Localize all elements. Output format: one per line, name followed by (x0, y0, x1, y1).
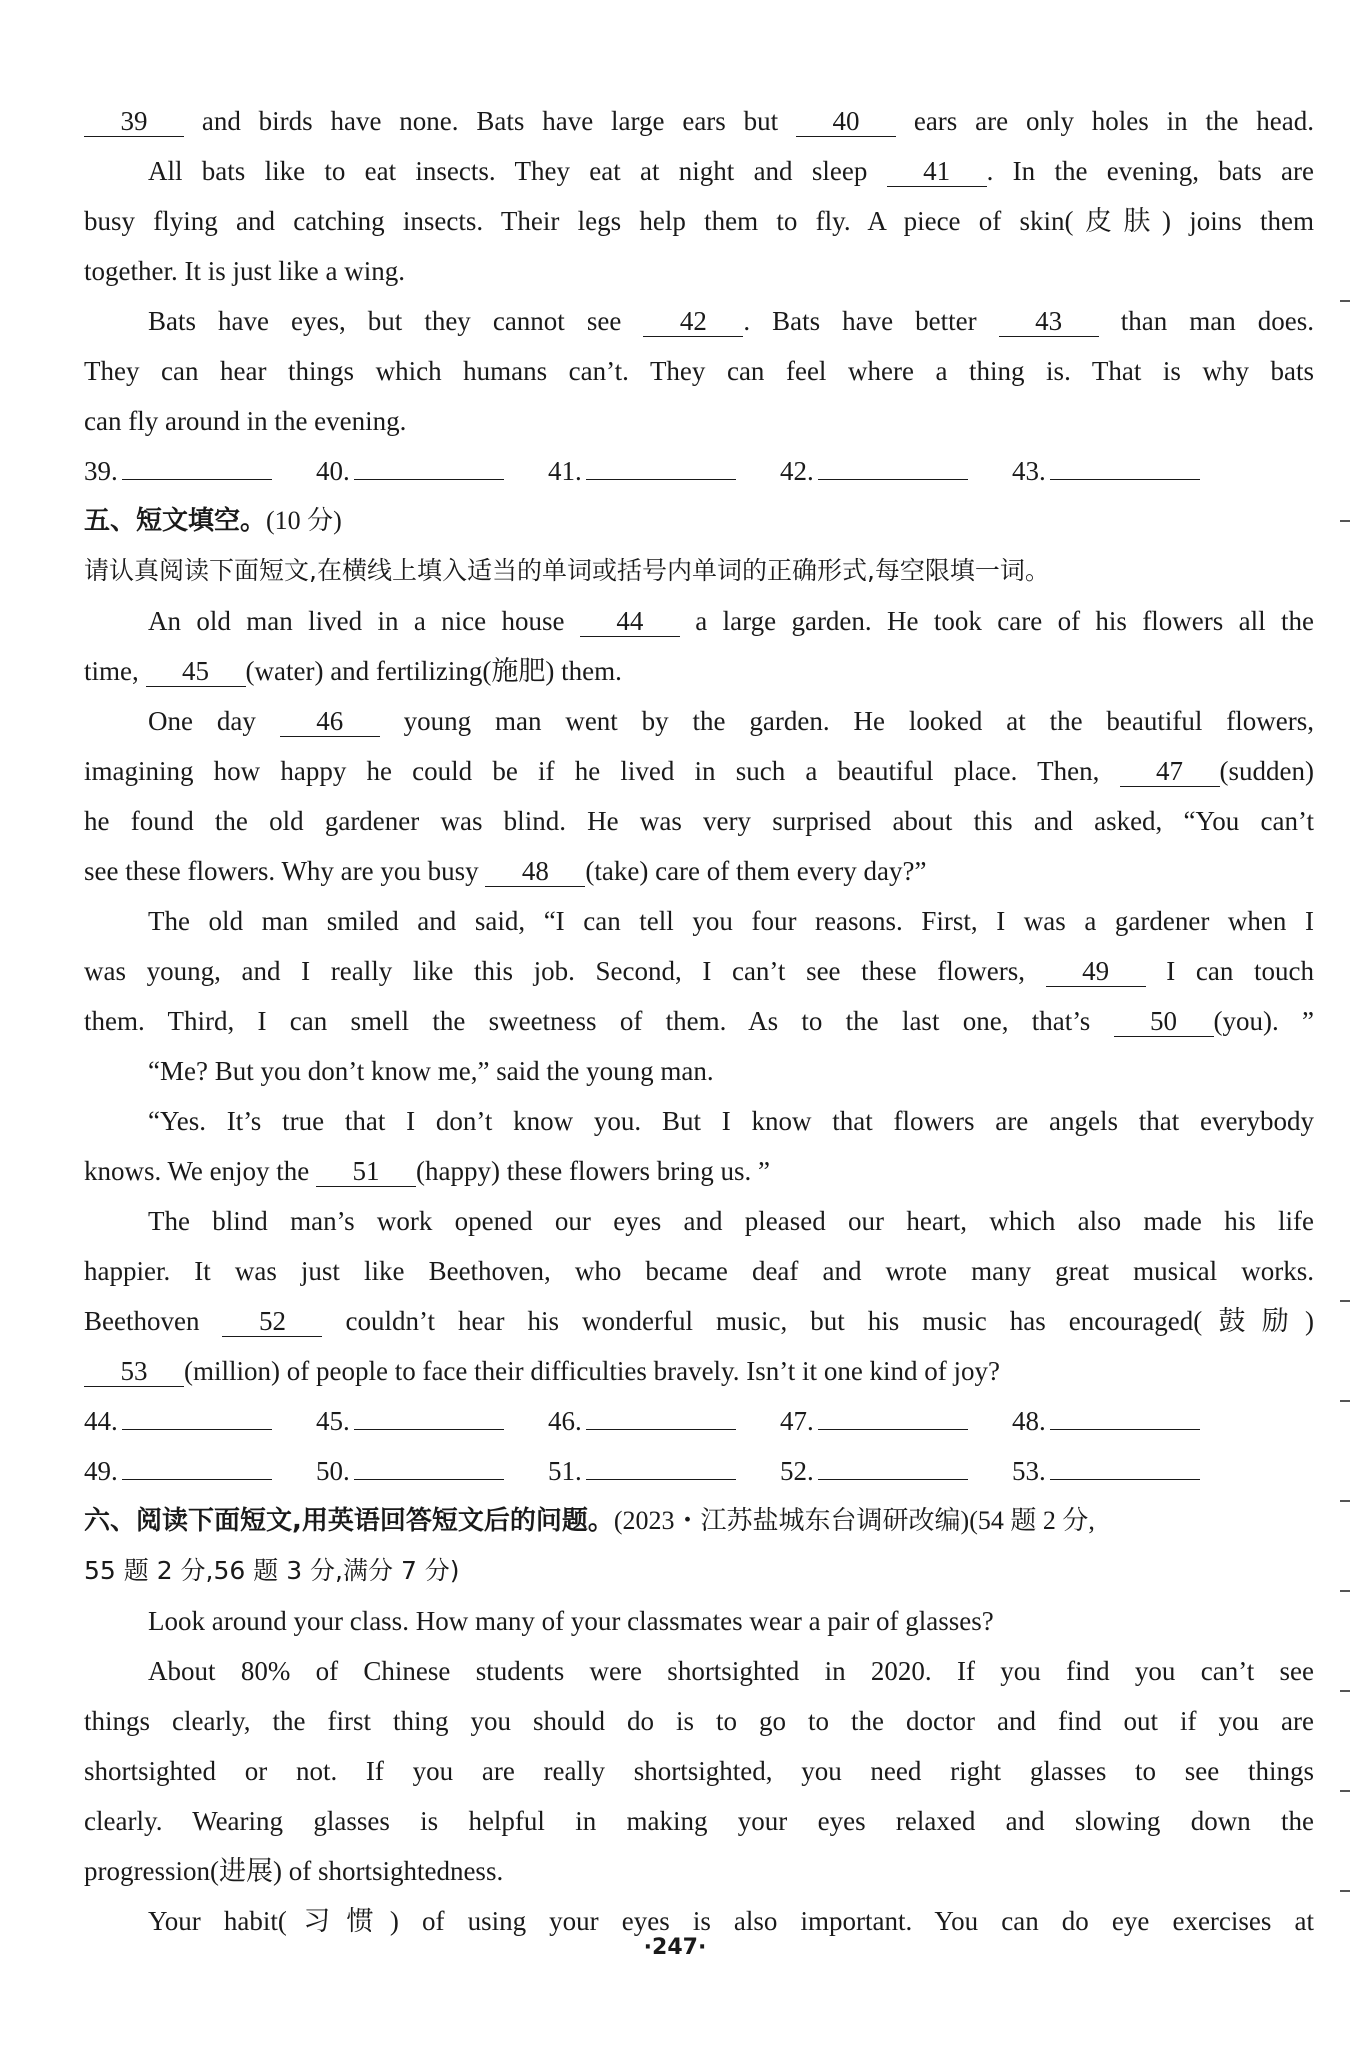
passage-line (84, 596, 1314, 646)
answer-line[interactable] (818, 453, 968, 480)
edge-mark (1340, 1590, 1350, 1592)
answer-slot[interactable] (316, 1446, 548, 1496)
blank-49[interactable]: 49 (1046, 956, 1146, 987)
answer-number: 42. (780, 456, 814, 486)
blank-48[interactable]: 48 (485, 856, 585, 887)
section-6-points: 55 题 2 分,56 题 3 分,满分 7 分) (84, 1556, 460, 1585)
text: than man does. (1098, 306, 1314, 336)
passage-line: The old man smiled and said, “I can tell you four reasons. First, I was a gardener when I (148, 906, 1314, 936)
passage-line: together. It is just like a wing. (84, 256, 405, 286)
edge-mark (1340, 1300, 1350, 1302)
answer-number: 53. (1012, 1456, 1046, 1486)
text: see these flowers. Why are you busy (84, 856, 486, 886)
answer-line[interactable] (122, 453, 272, 480)
text: ears are only holes in the head. (896, 106, 1314, 136)
section-title: 六、阅读下面短文,用英语回答短文后的问题。 (84, 1506, 614, 1536)
answer-slot[interactable] (84, 1396, 316, 1446)
text: was young, and I really like this job. Second, I can’t see these flowers, (84, 956, 1046, 986)
answer-slot[interactable] (548, 446, 780, 496)
section-5-heading (84, 496, 1314, 546)
passage-line: happier. It was just like Beethoven, who became deaf and wrote many great musical works. (84, 1256, 1314, 1286)
text: a large garden. He took care of his flowers all the (679, 606, 1314, 636)
passage-line: “Me? But you don’t know me,” said the young man. (148, 1056, 714, 1086)
text: . Bats have better (743, 306, 999, 336)
section-6-heading (84, 1496, 1314, 1546)
blank-52[interactable]: 52 (222, 1306, 322, 1337)
answer-number: 49. (84, 1456, 118, 1486)
edge-mark (1340, 1790, 1350, 1792)
passage-line (84, 646, 1314, 696)
passage-line (84, 96, 1314, 146)
page-content (84, 96, 1314, 1946)
text: time, (84, 656, 146, 686)
passage-line: he found the old gardener was blind. He was very surprised about this and asked, “You can’t (84, 806, 1314, 836)
answer-number: 46. (548, 1406, 582, 1436)
passage-line (84, 1346, 1314, 1396)
text: knows. We enjoy the (84, 1156, 317, 1186)
text: . In the evening, bats are (986, 156, 1314, 186)
passage-line (84, 946, 1314, 996)
text: (water) and fertilizing(施肥) them. (245, 656, 622, 686)
answer-slot[interactable] (780, 1446, 1012, 1496)
answer-line[interactable] (818, 1403, 968, 1430)
section-source: (2023・江苏盐城东台调研改编)(54 题 2 分, (613, 1506, 1095, 1535)
answer-line[interactable] (818, 1453, 968, 1480)
answer-slot[interactable] (84, 446, 316, 496)
passage-line (84, 1146, 1314, 1196)
edge-mark (1340, 1400, 1350, 1402)
blank-41[interactable]: 41 (887, 156, 987, 187)
passage-line: things clearly, the first thing you should do is to go to the doctor and find out if you are (84, 1706, 1314, 1736)
answer-slot[interactable] (316, 1396, 548, 1446)
blank-53[interactable]: 53 (84, 1356, 184, 1387)
answer-line[interactable] (586, 453, 736, 480)
blank-42[interactable]: 42 (643, 306, 743, 337)
answer-number: 52. (780, 1456, 814, 1486)
answer-line[interactable] (1050, 1453, 1200, 1480)
answer-number: 48. (1012, 1406, 1046, 1436)
answer-slot[interactable] (1012, 446, 1244, 496)
answer-line[interactable] (122, 1403, 272, 1430)
answer-line[interactable] (586, 1403, 736, 1430)
blank-44[interactable]: 44 (580, 606, 680, 637)
answer-line[interactable] (354, 1403, 504, 1430)
blank-43[interactable]: 43 (999, 306, 1099, 337)
answer-slot[interactable] (1012, 1446, 1244, 1496)
answer-line[interactable] (586, 1453, 736, 1480)
page-number: ·247· (643, 1935, 707, 1960)
passage-line: The blind man’s work opened our eyes and pleased our heart, which also made his life (148, 1206, 1314, 1236)
edge-mark (1340, 1500, 1350, 1502)
answer-line[interactable] (354, 453, 504, 480)
edge-mark (1340, 1690, 1350, 1692)
answer-line[interactable] (1050, 1403, 1200, 1430)
passage-line: Your habit(习惯) of using your eyes is also important. You can do eye exercises at (148, 1906, 1314, 1936)
blank-45[interactable]: 45 (146, 656, 246, 687)
answer-line[interactable] (354, 1453, 504, 1480)
answer-number: 41. (548, 456, 582, 486)
text: (take) care of them every day?” (585, 856, 927, 886)
blank-50[interactable]: 50 (1114, 1006, 1214, 1037)
passage-line (84, 296, 1314, 346)
text: (million) of people to face their difficulties bravely. Isn’t it one kind of joy? (184, 1356, 1001, 1386)
blank-51[interactable]: 51 (316, 1156, 416, 1187)
answer-slot[interactable] (84, 1446, 316, 1496)
answer-number: 43. (1012, 456, 1046, 486)
answer-slot[interactable] (780, 446, 1012, 496)
answer-row (84, 446, 1314, 496)
text: One day (148, 706, 280, 736)
answer-row (84, 1446, 1314, 1496)
answer-number: 39. (84, 456, 118, 486)
blank-46[interactable]: 46 (280, 706, 380, 737)
answer-number: 40. (316, 456, 350, 486)
passage-line (84, 746, 1314, 796)
section-points: (10 分) (266, 506, 342, 535)
edge-mark (1340, 520, 1350, 522)
answer-slot[interactable] (548, 1396, 780, 1446)
passage-line (84, 696, 1314, 746)
answer-slot[interactable] (316, 446, 548, 496)
passage-line (84, 846, 1314, 896)
text: imagining how happy he could be if he lived in such a beautiful place. Then, (84, 756, 1120, 786)
edge-mark (1340, 1890, 1350, 1892)
passage-line: Look around your class. How many of your classmates wear a pair of glasses? (148, 1606, 994, 1636)
page-edge-marks (1338, 0, 1350, 2045)
answer-line[interactable] (122, 1453, 272, 1480)
text: I can touch (1145, 956, 1314, 986)
answer-number: 45. (316, 1406, 350, 1436)
answer-number: 47. (780, 1406, 814, 1436)
text: (happy) these flowers bring us. ” (416, 1156, 770, 1186)
text: them. Third, I can smell the sweetness of them. As to the last one, that’s (84, 1006, 1114, 1036)
text: Bats have eyes, but they cannot see (148, 306, 644, 336)
blank-39[interactable]: 39 (84, 106, 184, 137)
answer-line[interactable] (1050, 453, 1200, 480)
passage-line: “Yes. It’s true that I don’t know you. But I know that flowers are angels that everybody (148, 1106, 1314, 1136)
passage-line: They can hear things which humans can’t. They can feel where a thing is. That is why bats (84, 356, 1314, 386)
text: An old man lived in a nice house (148, 606, 580, 636)
passage-line (84, 996, 1314, 1046)
section-title: 五、短文填空。 (84, 506, 267, 536)
text: young man went by the garden. He looked at the beautiful flowers, (379, 706, 1314, 736)
blank-47[interactable]: 47 (1120, 756, 1220, 787)
answer-number: 50. (316, 1456, 350, 1486)
answer-number: 51. (548, 1456, 582, 1486)
text: (you). ” (1213, 1006, 1314, 1036)
answer-slot[interactable] (548, 1446, 780, 1496)
passage-line: progression(进展) of shortsightedness. (84, 1856, 504, 1886)
passage-line (84, 146, 1314, 196)
section-5-instruction: 请认真阅读下面短文,在横线上填入适当的单词或括号内单词的正确形式,每空限填一词。 (84, 556, 1050, 585)
answer-number: 44. (84, 1406, 118, 1436)
passage-line: shortsighted or not. If you are really shortsighted, you need right glasses to see things (84, 1756, 1314, 1786)
text: Beethoven (84, 1306, 223, 1336)
passage-line: About 80% of Chinese students were shortsighted in 2020. If you find you can’t see (148, 1656, 1314, 1686)
passage-line: can fly around in the evening. (84, 406, 407, 436)
text: All bats like to eat insects. They eat at night and sleep (148, 156, 887, 186)
text: and birds have none. Bats have large ears but (184, 106, 796, 136)
passage-line: clearly. Wearing glasses is helpful in making your eyes relaxed and slowing down the (84, 1806, 1314, 1836)
text: couldn’t hear his wonderful music, but his music has encouraged(鼓励) (322, 1306, 1314, 1336)
blank-40[interactable]: 40 (796, 106, 896, 137)
edge-mark (1340, 300, 1350, 302)
passage-line: busy flying and catching insects. Their legs help them to fly. A piece of skin(皮肤) joins them (84, 206, 1314, 236)
text: (sudden) (1219, 756, 1314, 786)
answer-slot[interactable] (1012, 1396, 1244, 1446)
answer-row (84, 1396, 1314, 1446)
answer-slot[interactable] (780, 1396, 1012, 1446)
passage-line (84, 1296, 1314, 1346)
